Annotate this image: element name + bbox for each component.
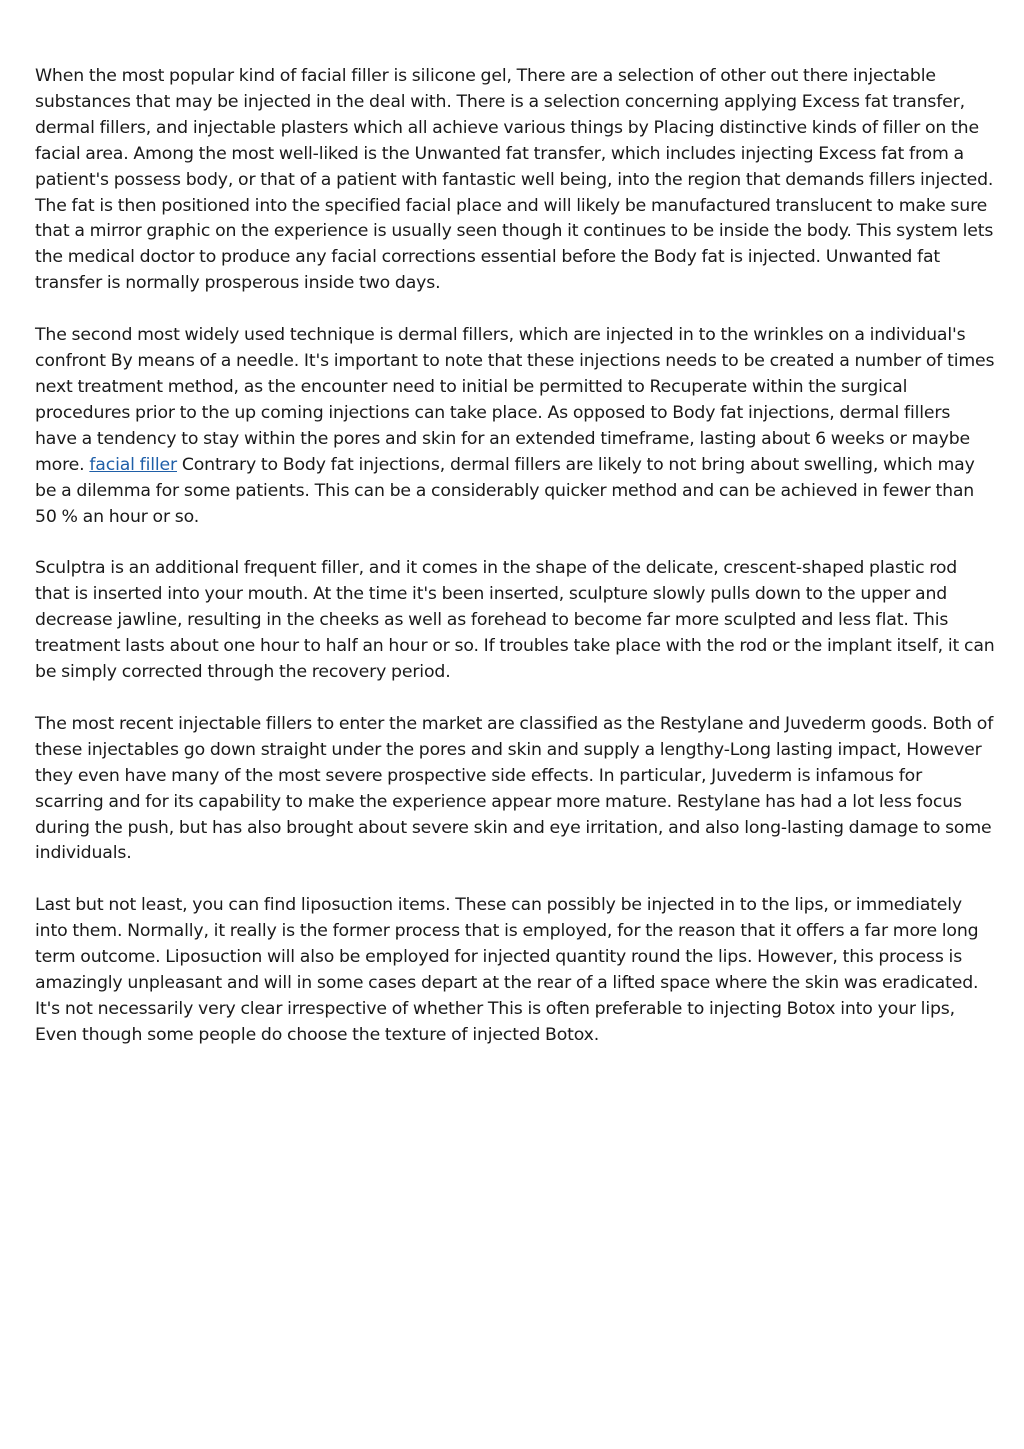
document-body xyxy=(35,64,995,1075)
paragraph-2-text-before: The second most widely used technique is dermal fillers, which are injected in to the wrinkles on a individual's confront By means of a needle. It's important to note that these injections needs to be created a number of times next treatment method, as the encounter need to initial be permitted to Recuperate within the surgical procedures prior to the up coming injections can take place. As opposed to Body fat injections, dermal fillers have a tendency to stay within the pores and skin for an extended timeframe, lasting about 6 weeks or maybe more. xyxy=(35,325,995,475)
paragraph-4: The most recent injectable fillers to enter the market are classified as the Restylane and Juvederm goods. Both of these injectables go down straight under the pores and skin and supply a lengthy-Long lasting impact, However they even have many of the most severe prospective side effects. In particular, Juvederm is infamous for scarring and for its capability to make the experience appear more mature. Restylane has had a lot less focus during the push, but has also brought about severe skin and eye irritation, and also long-lasting damage to some individuals. xyxy=(35,713,994,864)
paragraph-5: Last but not least, you can find liposuction items. These can possibly be injected in to the lips, or immediately into them. Normally, it really is the former process that is employed, for the reason that it offers a far more long term outcome. Liposuction will also be employed for injected quantity round the lips. However, this process is amazingly unpleasant and will in some cases depart at the rear of a lifted space where the skin was eradicated. It's not necessarily very clear irrespective of whether This is often preferable to injecting Botox into your lips, Even though some people do choose the texture of injected Botox. xyxy=(35,895,979,1045)
paragraph-2-text-after: Contrary to Body fat injections, dermal fillers are likely to not bring about swelling, which may be a dilemma for some patients. This can be a considerably quicker method and can be achieved in fewer than 50 % an hour or so. xyxy=(35,454,975,527)
facial-filler-link[interactable]: facial filler xyxy=(89,454,177,475)
paragraph-1: When the most popular kind of facial filler is silicone gel, There are a selection of other out there injectable substances that may be injected in the deal with. There is a selection concerning applying Excess fat transfer, dermal fillers, and injectable plasters which all achieve various things by Placing distinctive kinds of filler on the facial area. Among the most well-liked is the Unwanted fat transfer, which includes injecting Excess fat from a patient's possess body, or that of a patient with fantastic well being, into the region that demands fillers injected. The fat is then positioned into the specified facial place and will likely be manufactured translucent to make sure that a mirror graphic on the experience is usually seen though it continues to be inside the body. This system lets the medical doctor to produce any facial corrections essential before the Body fat is injected. Unwanted fat transfer is normally prosperous inside two days. xyxy=(35,66,994,294)
paragraph-3: Sculptra is an additional frequent filler, and it comes in the shape of the delicate, crescent-shaped plastic rod that is inserted into your mouth. At the time it's been inserted, sculpture slowly pulls down to the upper and decrease jawline, resulting in the cheeks as well as forehead to become far more sculpted and less flat. This treatment lasts about one hour to half an hour or so. If troubles take place with the rod or the implant itself, it can be simply corrected through the recovery period. xyxy=(35,558,995,683)
paragraph-2 xyxy=(35,323,995,530)
